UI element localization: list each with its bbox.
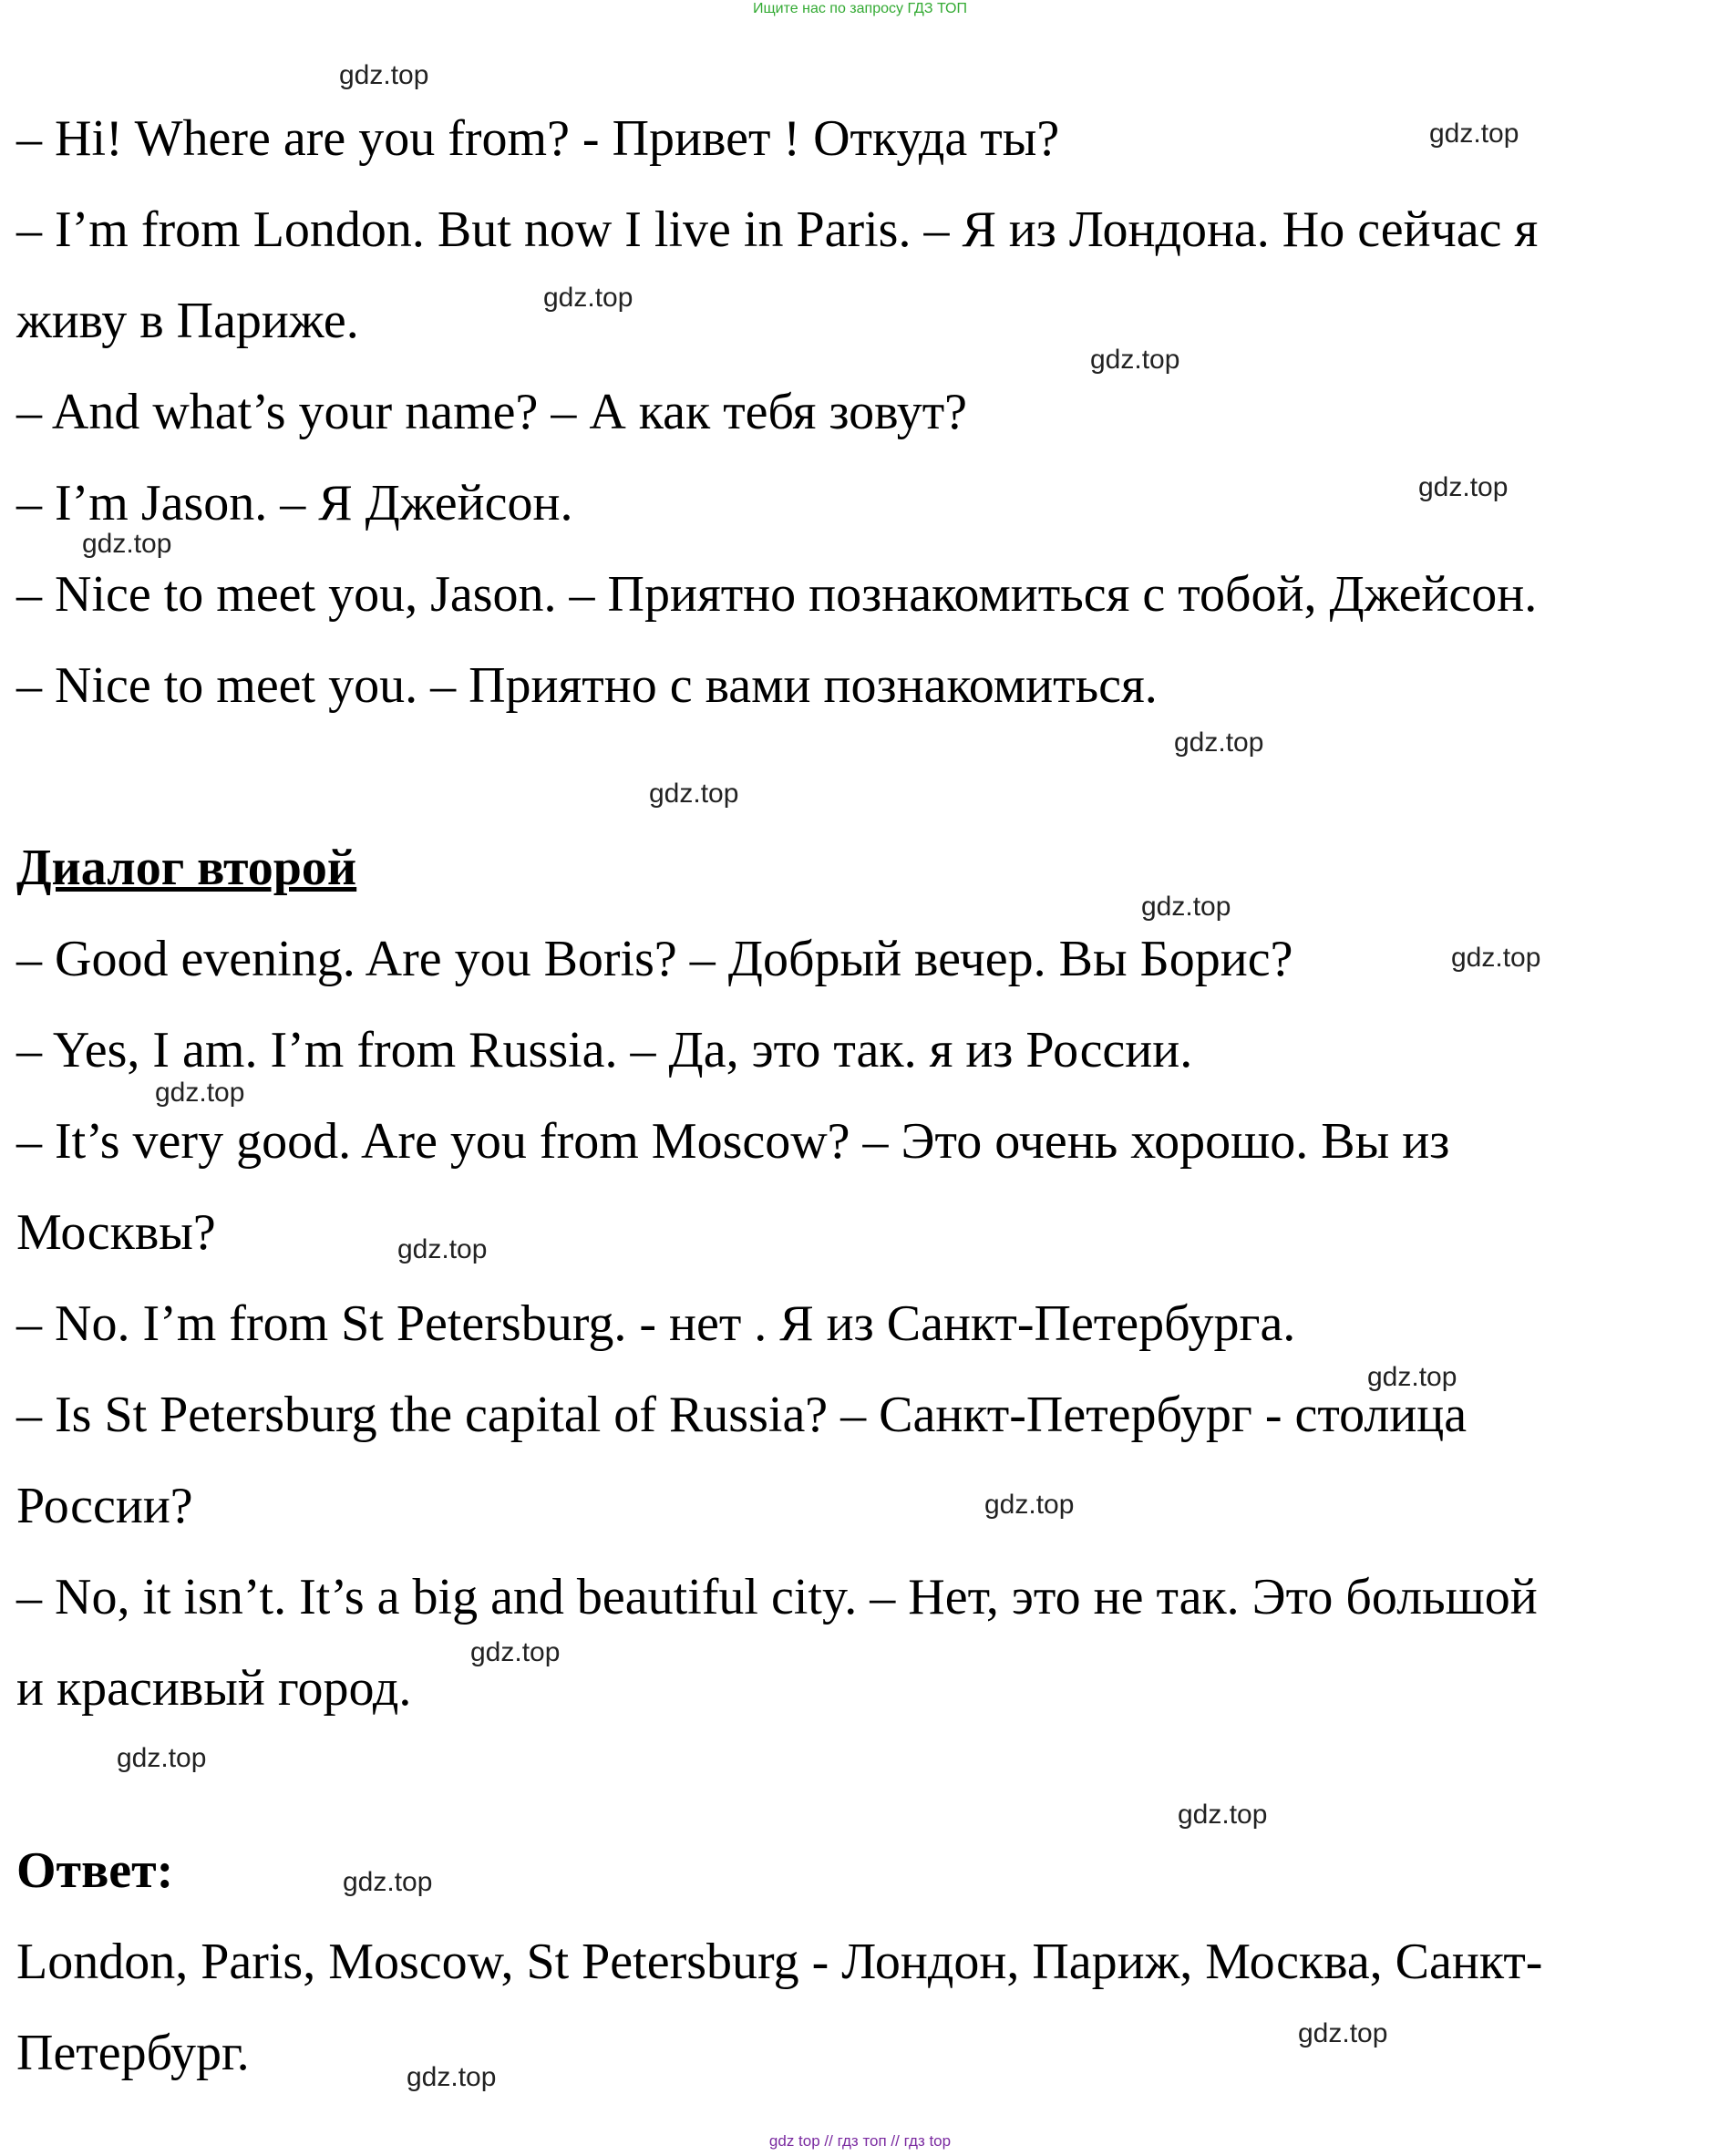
watermark: gdz.top bbox=[1429, 119, 1519, 149]
watermark: gdz.top bbox=[117, 1743, 207, 1773]
dialogue-line: – I’m Jason. – Я Джейсон. bbox=[16, 475, 573, 531]
watermark: gdz.top bbox=[1418, 472, 1509, 502]
dialogue-line: – No. I’m from St Petersburg. - нет . Я из Санкт-Петербурга. bbox=[16, 1295, 1296, 1352]
watermark: gdz.top bbox=[1174, 727, 1264, 758]
watermark: gdz.top bbox=[1451, 943, 1541, 973]
dialogue-line: – Good evening. Are you Boris? – Добрый вечер. Вы Борис? bbox=[16, 931, 1293, 987]
watermark: gdz.top bbox=[339, 60, 429, 90]
watermark: gdz.top bbox=[543, 283, 633, 313]
dialogue-line: России? bbox=[16, 1478, 193, 1534]
watermark: gdz.top bbox=[470, 1637, 561, 1667]
answer-line: London, Paris, Moscow, St Petersburg - Лондон, Париж, Москва, Санкт- bbox=[16, 1934, 1543, 1990]
watermark: gdz.top bbox=[1178, 1800, 1268, 1830]
watermark: gdz.top bbox=[1141, 892, 1231, 922]
dialogue-line: – And what’s your name? – А как тебя зовут? bbox=[16, 384, 968, 440]
dialogue-line: – Hi! Where are you from? - Привет ! Откуда ты? bbox=[16, 110, 1060, 167]
dialogue-line: Москвы? bbox=[16, 1204, 216, 1261]
watermark: gdz.top bbox=[1298, 2018, 1388, 2048]
dialogue-line: – Nice to meet you. – Приятно с вами познакомиться. bbox=[16, 657, 1158, 714]
dialogue-line: живу в Париже. bbox=[16, 293, 359, 349]
watermark: gdz.top bbox=[984, 1490, 1075, 1520]
watermark: gdz.top bbox=[155, 1078, 245, 1108]
watermark: gdz.top bbox=[397, 1234, 488, 1264]
dialogue-line: – Is St Petersburg the capital of Russia? – Санкт-Петербург - столица bbox=[16, 1387, 1468, 1443]
watermark: gdz.top bbox=[343, 1867, 433, 1897]
answer-heading: Ответ: bbox=[16, 1842, 174, 1899]
watermark: gdz.top bbox=[407, 2062, 497, 2092]
dialogue-line: и красивый город. bbox=[16, 1660, 412, 1717]
top-banner: Ищите нас по запросу ГДЗ ТОП bbox=[753, 1, 967, 16]
watermark: gdz.top bbox=[82, 529, 172, 559]
dialogue-line: – Nice to meet you, Jason. – Приятно познакомиться с тобой, Джейсон. bbox=[16, 566, 1538, 623]
footer-text: gdz top // гдз топ // гдз top bbox=[768, 2132, 952, 2150]
watermark: gdz.top bbox=[1367, 1362, 1457, 1392]
dialogue-line: – No, it isn’t. It’s a big and beautiful city. – Нет, это не так. Это большой bbox=[16, 1569, 1538, 1625]
dialogue-line: – I’m from London. But now I live in Paris. – Я из Лондона. Но сейчас я bbox=[16, 201, 1539, 258]
dialogue-line: – It’s very good. Are you from Moscow? – Это очень хорошо. Вы из bbox=[16, 1113, 1450, 1170]
section-heading: Диалог второй bbox=[16, 840, 357, 896]
answer-line: Петербург. bbox=[16, 2025, 250, 2081]
watermark: gdz.top bbox=[649, 779, 739, 809]
dialogue-line: – Yes, I am. I’m from Russia. – Да, это так. я из России. bbox=[16, 1022, 1193, 1078]
watermark: gdz.top bbox=[1090, 345, 1180, 375]
